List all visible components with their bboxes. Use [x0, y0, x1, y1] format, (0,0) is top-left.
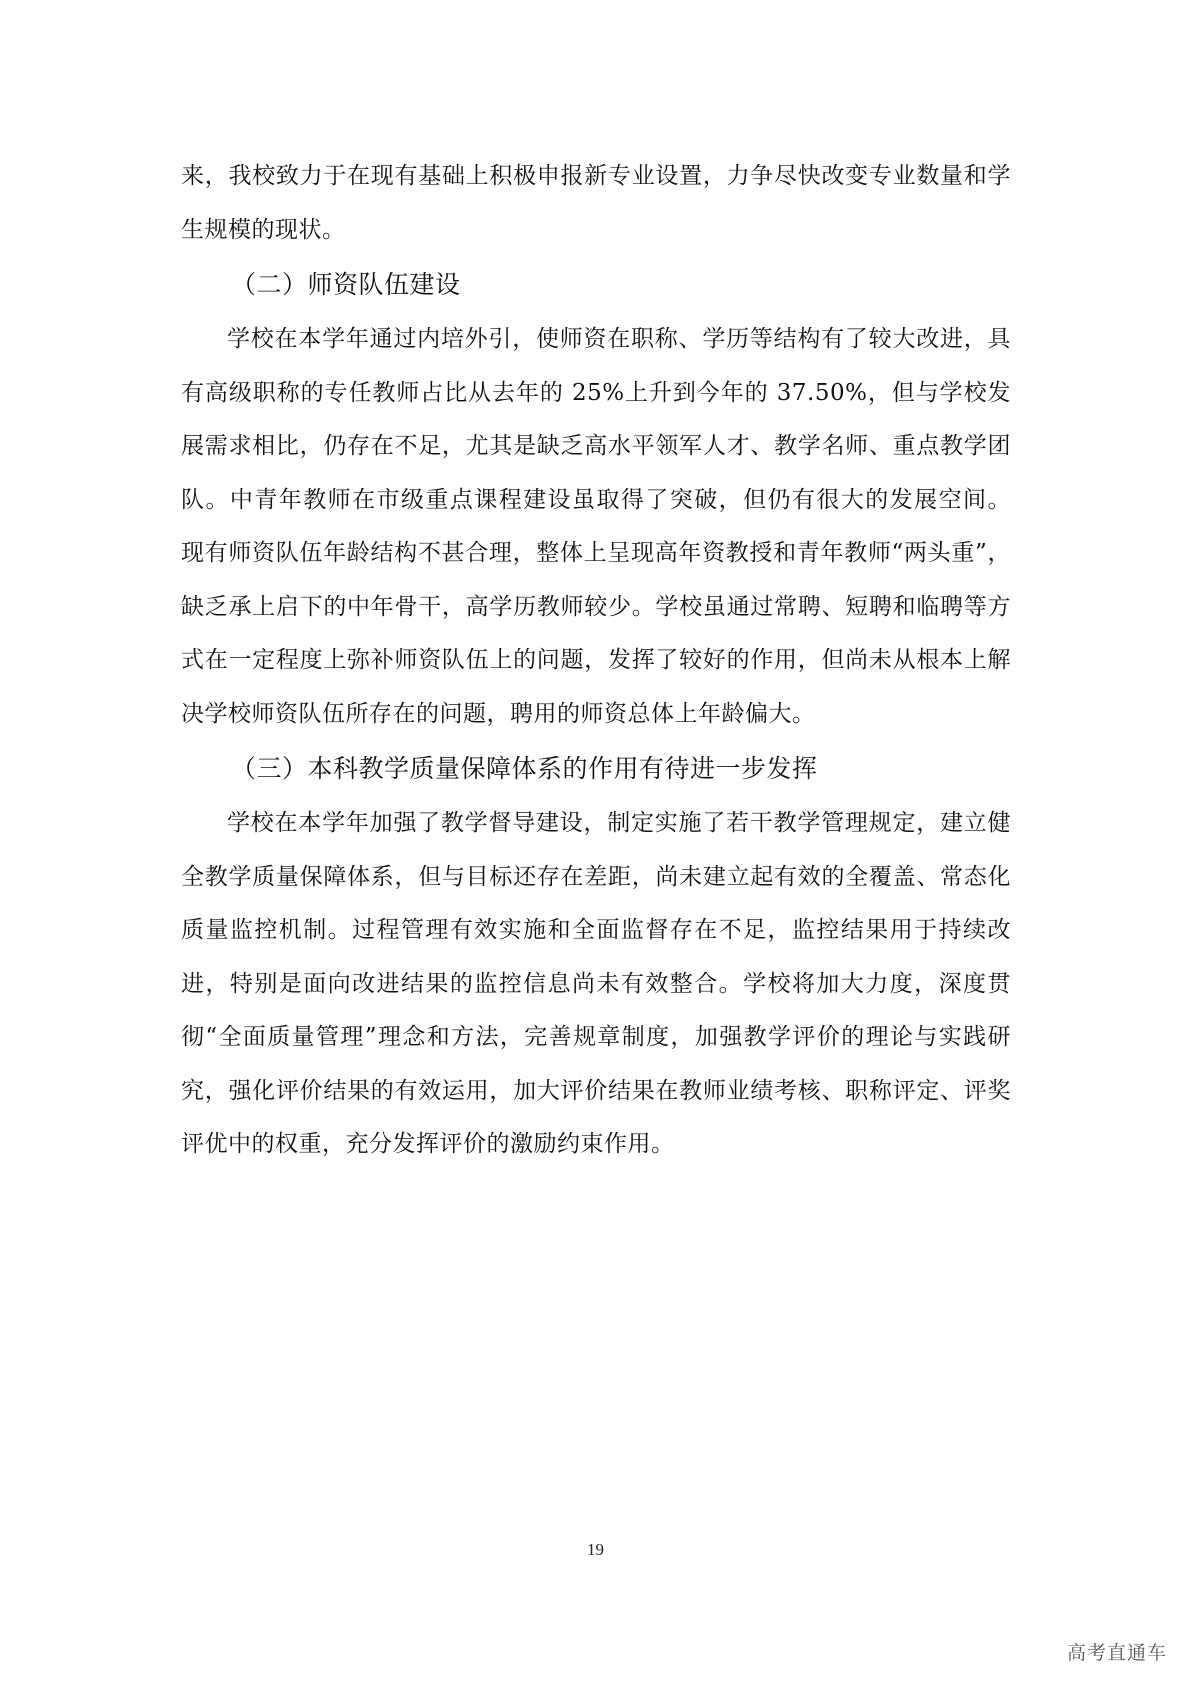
- watermark-text: 高考直通车: [1066, 1642, 1167, 1664]
- paragraph-continuation: 来，我校致力于在现有基础上积极申报新专业设置，力争尽快改变专业数量和学生规模的现状。: [181, 163, 1011, 243]
- paragraph-faculty: 学校在本学年通过内培外引，使师资在职称、学历等结构有了较大改进，具有高级职称的专任教师占比从去年的 25%上升到今年的 37.50%，但与学校发展需求相比，仍存在不足，尤其是缺乏高水平领军人才、教学名师、重点教学团队。中青年教师在市级重点课程建设虽取得了突破，但仍有很大的发展空间。 现有师资队伍年龄结构不甚合理，整体上呈现高年资教授和青年教师“两头重”，缺乏承上启下的中年骨干，高学历教师较少。学校虽通过常聘、短聘和临聘等方式在一定程度上弥补师资队伍上的问题，发挥了较好的作用，但尚未从根本上解决学校师资队伍所存在的问题，聘用的师资总体上年龄偏大。: [181, 326, 1011, 727]
- page-body: [181, 150, 1011, 1172]
- page-number: 19: [587, 1540, 604, 1559]
- section-heading-quality-assurance: （三）本科教学质量保障体系的作用有待进一步发挥: [231, 754, 818, 783]
- paragraph-quality-assurance: 学校在本学年加强了教学督导建设，制定实施了若干教学管理规定，建立健全教学质量保障体系，但与目标还存在差距，尚未建立起有效的全覆盖、常态化质量监控机制。过程管理有效实施和全面监督存在不足，监控结果用于持续改进，特别是面向改进结果的监控信息尚未有效整合。学校将加大力度，深度贯彻“全面质量管理”理念和方法，完善规章制度，加强教学评价的理论与实践研究，强化评价结果的有效运用，加大评价结果在教师业绩考核、职称评定、评奖评优中的权重，充分发挥评价的激励约束作用。: [181, 810, 1011, 1157]
- section-heading-faculty: （二）师资队伍建设: [231, 270, 461, 299]
